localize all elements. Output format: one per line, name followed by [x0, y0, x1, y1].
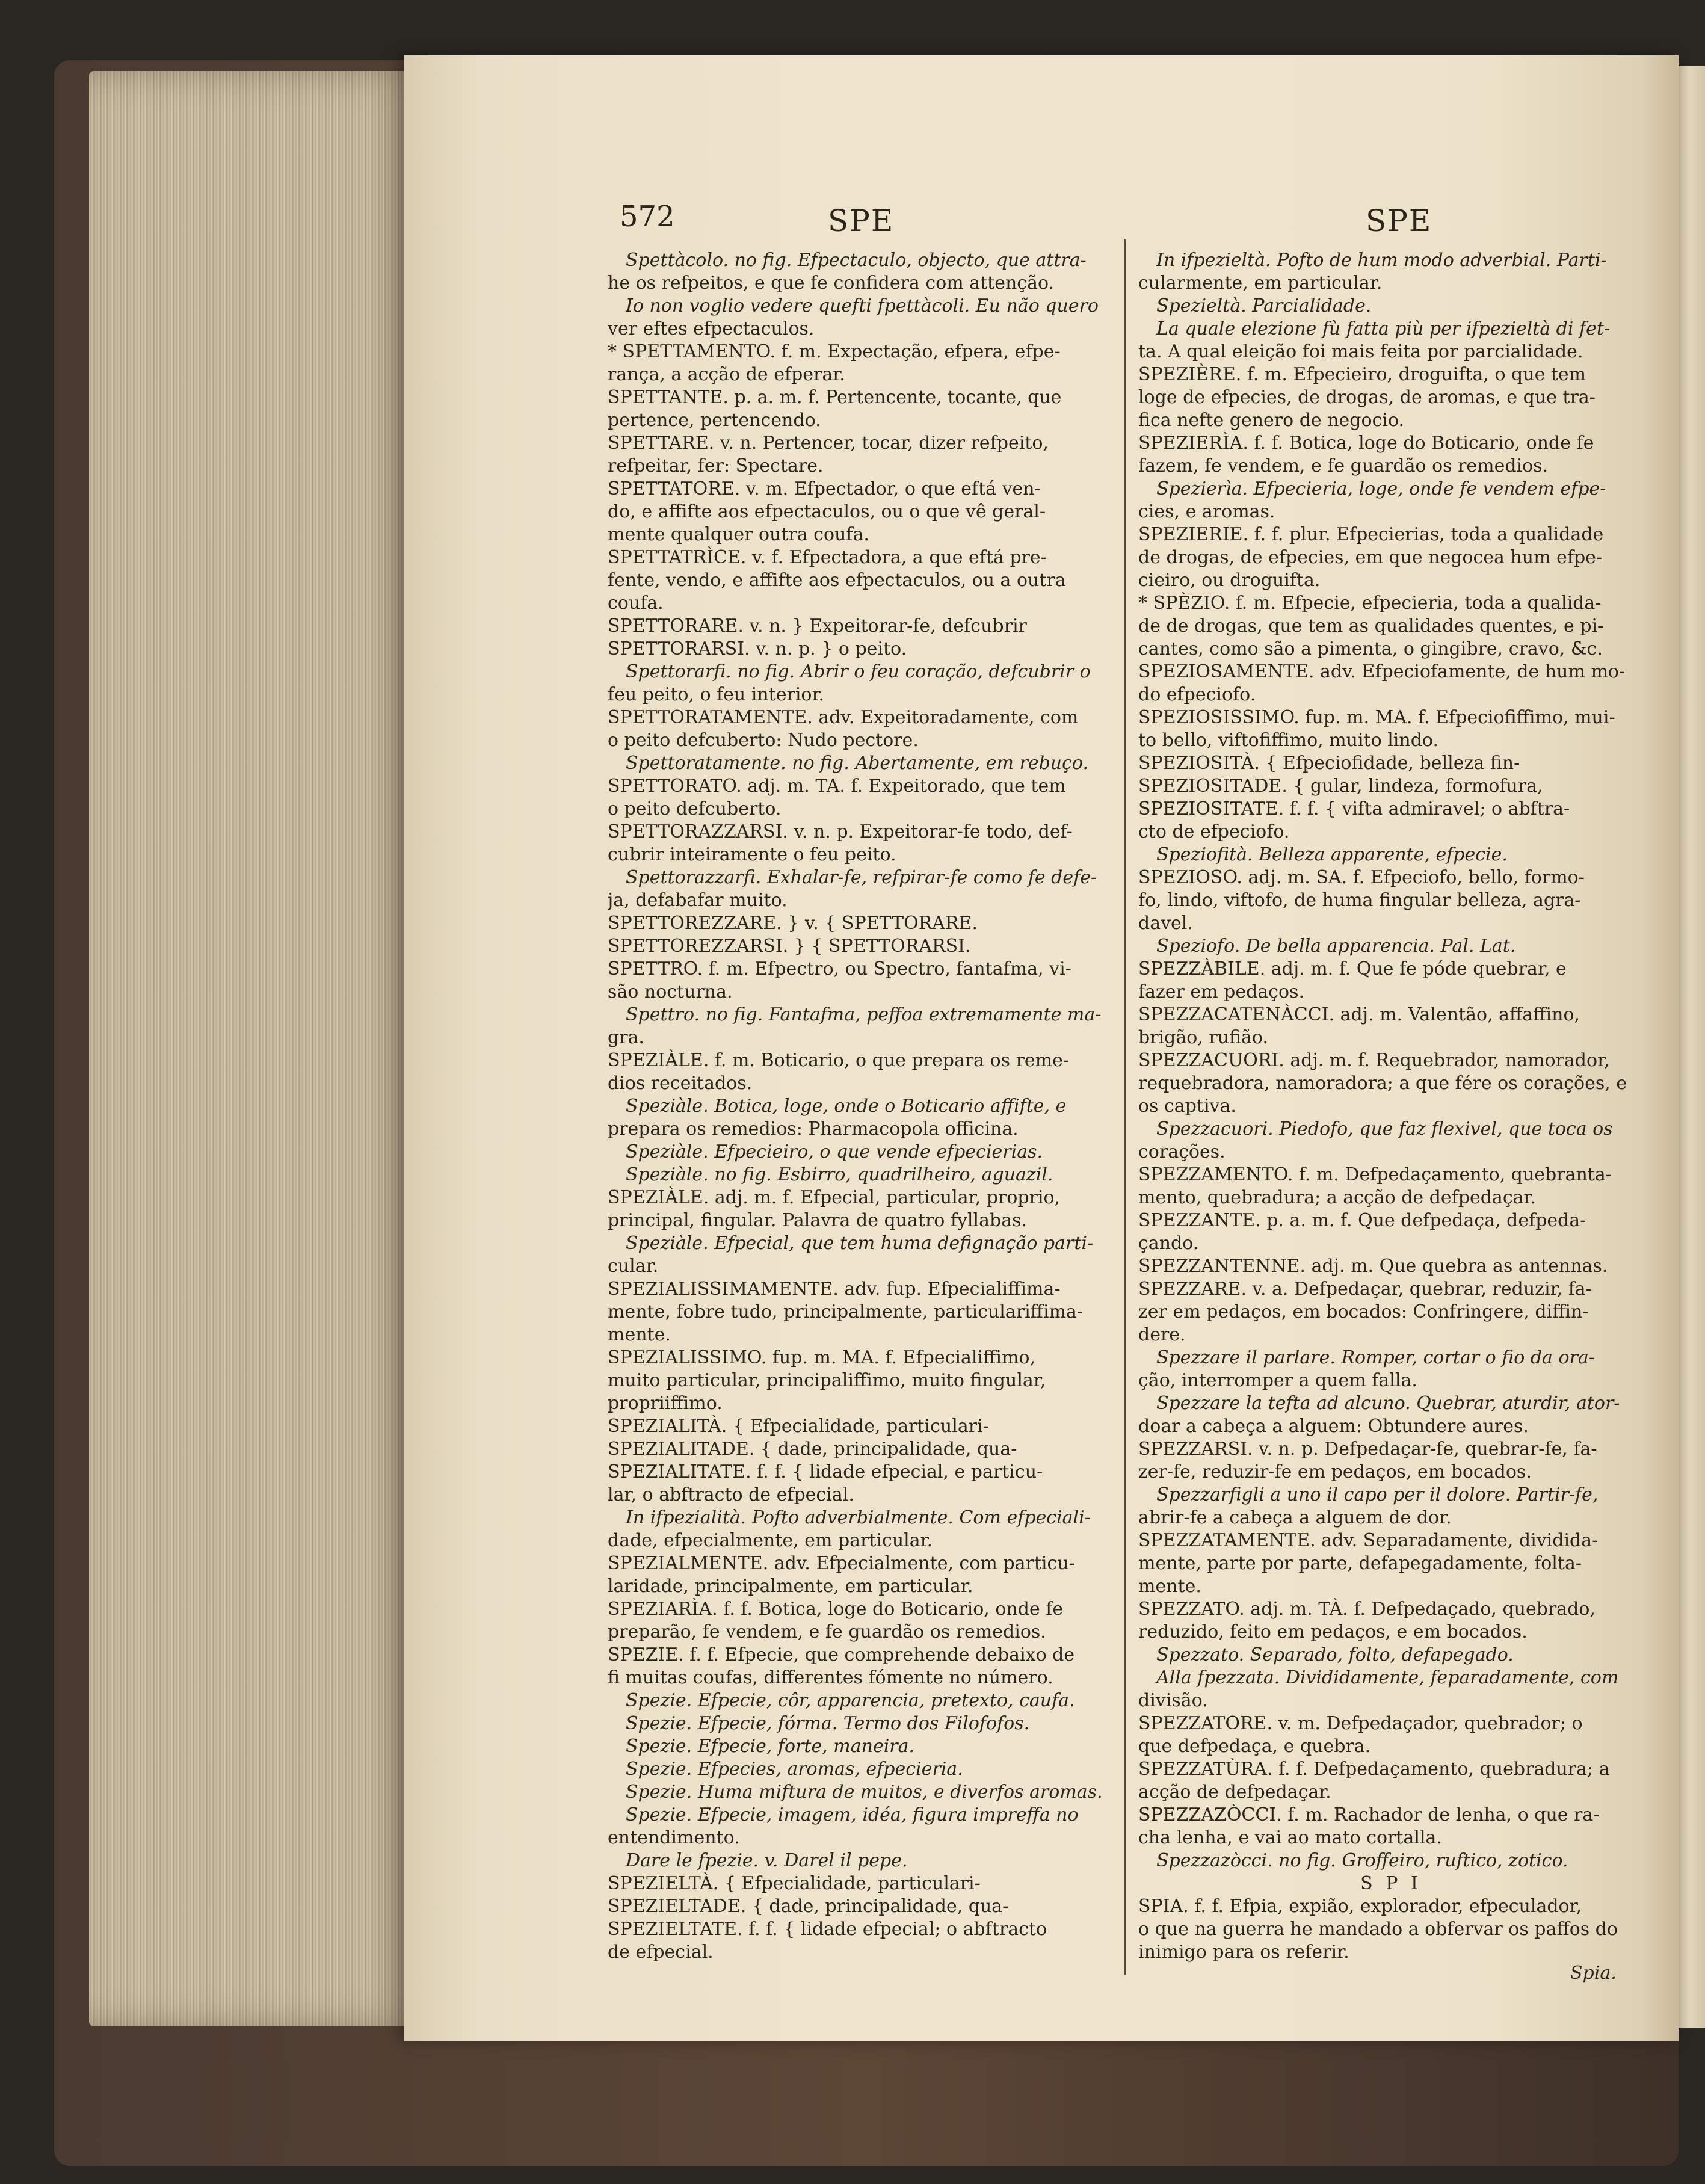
dictionary-line: Spezzare il parlare. Romper, cortar o fio da ora-	[1156, 1347, 1595, 1368]
dictionary-line: fazer em pedaços.	[1138, 981, 1305, 1002]
dictionary-line: SPEZIALITADE. { dade, principalidade, qua-	[608, 1439, 1017, 1460]
dictionary-line: SPEZIALMENTE. adv. Efpecialmente, com particu-	[608, 1553, 1075, 1574]
dictionary-line: Speziàle. no fig. Esbirro, quadrilheiro, aguazil.	[626, 1164, 1053, 1185]
dictionary-line: SPEZIÀLE. f. m. Boticario, o que prepara os reme-	[608, 1050, 1070, 1071]
dictionary-line: SPETTORARE. v. n. } Expeitorar-fe, defcubrir	[608, 615, 1027, 637]
dictionary-line: SPEZIOSITADE. { gular, lindeza, formofura,	[1138, 776, 1543, 797]
dictionary-line: Spezie. Huma miftura de muitos, e diverfos aromas.	[626, 1781, 1103, 1803]
dictionary-line: SPEZIOSO. adj. m. SA. f. Efpeciofo, bello, formo-	[1138, 867, 1585, 888]
dictionary-line: to bello, viftofiffimo, muito lindo.	[1138, 730, 1438, 751]
dictionary-line: Speziàle. Efpecial, que tem huma defignação parti-	[626, 1233, 1094, 1254]
dictionary-line: de efpecial.	[608, 1942, 714, 1963]
dictionary-line: Io non voglio vedere quefti fpettàcoli. Eu não quero	[626, 295, 1099, 316]
dictionary-line: In ifpezialità. Pofto adverbialmente. Com efpeciali-	[626, 1507, 1091, 1528]
dictionary-line: Spezierìa. Efpecieria, loge, onde fe vendem efpe-	[1156, 478, 1606, 499]
dictionary-line: de drogas, de efpecies, em que negocea hum efpe-	[1138, 547, 1603, 568]
dictionary-line: entendimento.	[608, 1827, 740, 1848]
dictionary-line: SPETTATORE. v. m. Efpectador, o que eftá ven-	[608, 478, 1041, 499]
dictionary-line: SPETTATRÌCE. v. f. Efpectadora, a que eftá pre-	[608, 547, 1047, 568]
dictionary-line: Spezzato. Separado, folto, defapegado.	[1156, 1644, 1514, 1665]
dictionary-line: dade, efpecialmente, em particular.	[608, 1530, 933, 1551]
dictionary-line: fente, vendo, e affifte aos efpectaculos, ou a outra	[608, 570, 1066, 591]
dictionary-line: doar a cabeça a alguem: Obtundere aures.	[1138, 1416, 1529, 1437]
dictionary-line: zer em pedaços, em bocados: Confringere, diffin-	[1138, 1301, 1589, 1322]
dictionary-line: SPETTORAZZARSI. v. n. p. Expeitorar-fe todo, def-	[608, 821, 1073, 842]
dictionary-line: pertence, pertencendo.	[608, 410, 821, 431]
dictionary-line: SPETTORARSI. v. n. p. } o peito.	[608, 638, 907, 659]
dictionary-line: inimigo para os referir.	[1138, 1942, 1349, 1963]
dictionary-line: SPEZZACUORI. adj. m. f. Requebrador, namorador,	[1138, 1050, 1610, 1071]
running-head-right: SPE	[1366, 203, 1432, 238]
dictionary-line: abrir-fe a cabeça a alguem de dor.	[1138, 1507, 1452, 1528]
dictionary-line: SPEZIELTADE. { dade, principalidade, qua-	[608, 1896, 1009, 1917]
dictionary-line: SPEZIELTATE. f. f. { lidade efpecial; o abftracto	[608, 1919, 1047, 1940]
dictionary-line: SPEZZAZÒCCI. f. m. Rachador de lenha, o que ra-	[1138, 1804, 1600, 1825]
dictionary-line: SPEZIERÌA. f. f. Botica, loge do Boticario, onde fe	[1138, 433, 1594, 454]
dictionary-line: SPEZIERIE. f. f. plur. Efpecierias, toda a qualidade	[1138, 524, 1604, 545]
page-edges	[89, 71, 414, 2026]
dictionary-line: SPEZZAMENTO. f. m. Defpedaçamento, quebranta-	[1138, 1164, 1612, 1185]
section-letter-heading: S P I	[1360, 1873, 1422, 1894]
dictionary-line: do efpeciofo.	[1138, 684, 1256, 705]
dictionary-line: Spezieltà. Parcialidade.	[1156, 295, 1372, 316]
dictionary-line: o peito defcuberto: Nudo pectore.	[608, 730, 919, 751]
dictionary-line: SPEZIOSISSIMO. fup. m. MA. f. Efpeciofiffimo, mui-	[1138, 707, 1615, 728]
dictionary-line: Speziofo. De bella apparencia. Pal. Lat.	[1156, 936, 1516, 957]
dictionary-line: SPEZIOSITATE. f. f. { vifta admiravel; o abftra-	[1138, 798, 1570, 819]
dictionary-line: do, e affifte aos efpectaculos, ou o que vê geral-	[608, 501, 1046, 522]
dictionary-line: prepara os remedios: Pharmacopola officina.	[608, 1118, 1019, 1140]
dictionary-line: SPEZIALITATE. f. f. { lidade efpecial, e particu-	[608, 1461, 1043, 1482]
dictionary-line: he os refpeitos, e que fe confidera com attenção.	[608, 273, 1055, 294]
dictionary-line: Speziàle. Botica, loge, onde o Boticario affifte, e	[626, 1096, 1067, 1117]
dictionary-line: SPEZZATO. adj. m. TÀ. f. Defpedaçado, quebrado,	[1138, 1599, 1596, 1620]
dictionary-line: cha lenha, e vai ao mato cortalla.	[1138, 1827, 1442, 1848]
dictionary-line: o peito defcuberto.	[608, 798, 782, 819]
dictionary-line: Spezie. Efpecies, aromas, efpecieria.	[626, 1759, 963, 1780]
dictionary-line: coufa.	[608, 593, 664, 614]
dictionary-line: SPEZIOSAMENTE. adv. Efpeciofamente, de hum mo-	[1138, 661, 1626, 682]
dictionary-line: rança, a acção de efperar.	[608, 364, 845, 385]
dictionary-line: mente, parte por parte, defapegadamente, folta-	[1138, 1553, 1582, 1574]
dictionary-line: SPETTOREZZARE. } v. { SPETTORARE.	[608, 913, 978, 934]
dictionary-line: SPEZIOSITÀ. { Efpeciofidade, belleza fin-	[1138, 753, 1520, 774]
dictionary-line: SPEZZATORE. v. m. Defpedaçador, quebrador; o	[1138, 1713, 1583, 1734]
dictionary-line: corações.	[1138, 1141, 1226, 1162]
column-rule	[1124, 239, 1126, 1975]
left-column	[608, 249, 1113, 1964]
dictionary-line: Spezie. Efpecie, forte, maneira.	[626, 1736, 915, 1757]
dictionary-line: SPEZZACATENÀCCI. adj. m. Valentão, affaffino,	[1138, 1004, 1580, 1025]
dictionary-line: Spezzare la tefta ad alcuno. Quebrar, aturdir, ator-	[1156, 1393, 1620, 1414]
dictionary-line: feu peito, o feu interior.	[608, 684, 825, 705]
dictionary-line: mente.	[1138, 1576, 1201, 1597]
dictionary-line: ção, interromper a quem falla.	[1138, 1370, 1417, 1391]
dictionary-line: SPETTANTE. p. a. m. f. Pertencente, tocante, que	[608, 387, 1062, 408]
dictionary-line: loge de efpecies, de drogas, de aromas, e que tra-	[1138, 387, 1596, 408]
dictionary-line: dios receitados.	[608, 1073, 753, 1094]
dictionary-line: lar, o abftracto de efpecial.	[608, 1484, 854, 1505]
catchword: Spia.	[1570, 1963, 1617, 1984]
dictionary-line: cantes, como são a pimenta, o gingibre, cravo, &c.	[1138, 638, 1603, 659]
dictionary-line: çando.	[1138, 1233, 1199, 1254]
dictionary-line: SPETTORATAMENTE. adv. Expeitoradamente, com	[608, 707, 1079, 728]
dictionary-line: muito particular, principaliffimo, muito fingular,	[608, 1370, 1046, 1391]
dictionary-line: cubrir inteiramente o feu peito.	[608, 844, 896, 865]
dictionary-line: acção de defpedaçar.	[1138, 1781, 1331, 1803]
dictionary-line: requebradora, namoradora; a que fére os corações, e	[1138, 1073, 1627, 1094]
dictionary-line: Spettro. no fig. Fantafma, peffoa extremamente ma-	[626, 1004, 1102, 1025]
dictionary-line: refpeitar, fer: Spectare.	[608, 455, 824, 477]
dictionary-line: SPEZIARÌA. f. f. Botica, loge do Boticario, onde fe	[608, 1599, 1064, 1620]
dictionary-line: divisão.	[1138, 1690, 1208, 1711]
dictionary-line: zer-fe, reduzir-fe em pedaços, em bocados.	[1138, 1461, 1532, 1482]
dictionary-line: SPEZZATAMENTE. adv. Separadamente, dividida-	[1138, 1530, 1599, 1551]
dictionary-line: In ifpezieltà. Pofto de hum modo adverbial. Parti-	[1156, 250, 1607, 271]
dictionary-line: fazem, fe vendem, e fe guardão os remedios.	[1138, 455, 1549, 477]
dictionary-line: dere.	[1138, 1324, 1186, 1345]
dictionary-line: SPEZZARE. v. a. Defpedaçar, quebrar, reduzir, fa-	[1138, 1279, 1592, 1300]
dictionary-line: os captiva.	[1138, 1096, 1236, 1117]
dictionary-line: fica nefte genero de negocio.	[1138, 410, 1405, 431]
dictionary-line: Speziofità. Belleza apparente, efpecie.	[1156, 844, 1508, 865]
dictionary-line: Alla fpezzata. Divididamente, feparadamente, com	[1156, 1667, 1619, 1688]
dictionary-line: SPIA. f. f. Efpia, expião, explorador, efpeculador,	[1138, 1896, 1582, 1917]
dictionary-line: Spezzarfigli a uno il capo per il dolore. Partir-fe,	[1156, 1484, 1599, 1505]
dictionary-line: SPETTRO. f. m. Efpectro, ou Spectro, fantafma, vi-	[608, 958, 1071, 979]
dictionary-line: SPETTARE. v. n. Pertencer, tocar, dizer refpeito,	[608, 433, 1049, 454]
dictionary-line: SPEZIALISSIMAMENTE. adv. fup. Efpecialiffima-	[608, 1279, 1061, 1300]
dictionary-line: fo, lindo, viftofo, de huma fingular belleza, agra-	[1138, 890, 1581, 911]
right-column	[1138, 249, 1644, 1964]
dictionary-line: mento, quebradura; a acção de defpedaçar.	[1138, 1187, 1537, 1208]
dictionary-line: ja, defabafar muito.	[608, 890, 788, 911]
dictionary-line: brigão, rufião.	[1138, 1027, 1268, 1048]
dictionary-line: davel.	[1138, 913, 1193, 934]
dictionary-line: Spettorazzarfi. Exhalar-fe, refpirar-fe como fe defe-	[626, 867, 1097, 888]
dictionary-line: cularmente, em particular.	[1138, 273, 1383, 294]
dictionary-line: fi muitas coufas, differentes fómente no número.	[608, 1667, 1053, 1688]
dictionary-line: SPEZIE. f. f. Efpecie, que comprehende debaixo de	[608, 1644, 1075, 1665]
dictionary-line: mente.	[608, 1324, 671, 1345]
dictionary-line: ta. A qual eleição foi mais feita por parcialidade.	[1138, 341, 1583, 362]
dictionary-line: Spezie. Efpecie, fórma. Termo dos Filofofos.	[626, 1713, 1030, 1734]
dictionary-line: Spettorarfi. no fig. Abrir o feu coração, defcubrir o	[626, 661, 1091, 682]
dictionary-line: * SPÈZIO. f. m. Efpecie, efpecieria, toda a qualida-	[1138, 593, 1602, 614]
dictionary-line: Spezzazòcci. no fig. Groffeiro, ruftico, zotico.	[1156, 1850, 1568, 1871]
dictionary-line: de de drogas, que tem as qualidades quentes, e pi-	[1138, 615, 1604, 637]
dictionary-line: que defpedaça, e quebra.	[1138, 1736, 1371, 1757]
dictionary-line: principal, fingular. Palavra de quatro fyllabas.	[608, 1210, 1028, 1231]
dictionary-line: SPETTORATO. adj. m. TA. f. Expeitorado, que tem	[608, 776, 1066, 797]
page-number: 572	[620, 200, 675, 233]
dictionary-line: Spezie. Efpecie, côr, apparencia, pretexto, caufa.	[626, 1690, 1075, 1711]
dictionary-line: Spettoratamente. no fig. Abertamente, em rebuço.	[626, 753, 1088, 774]
running-head-left: SPE	[828, 203, 895, 238]
dictionary-line: La quale elezione fù fatta più per ifpezieltà di fet-	[1156, 318, 1611, 339]
dictionary-line: * SPETTAMENTO. f. m. Expectação, efpera, efpe-	[608, 341, 1061, 362]
dictionary-line: SPEZIELTÀ. { Efpecialidade, particulari-	[608, 1873, 981, 1894]
dictionary-line: cto de efpeciofo.	[1138, 821, 1290, 842]
dictionary-line: SPEZZÀBILE. adj. m. f. Que fe póde quebrar, e	[1138, 958, 1567, 979]
dictionary-line: SPEZZATÙRA. f. f. Defpedaçamento, quebradura; a	[1138, 1759, 1610, 1780]
dictionary-line: mente, fobre tudo, principalmente, particulariffima-	[608, 1301, 1084, 1322]
dictionary-line: ver eftes efpectaculos.	[608, 318, 815, 339]
dictionary-line: SPEZZARSI. v. n. p. Defpedaçar-fe, quebrar-fe, fa-	[1138, 1439, 1597, 1460]
dictionary-line: SPEZIALISSIMO. fup. m. MA. f. Efpecialiffimo,	[608, 1347, 1035, 1368]
dictionary-line: Speziàle. Efpecieiro, o que vende efpecierias.	[626, 1141, 1043, 1162]
dictionary-line: cular.	[608, 1256, 659, 1277]
dictionary-line: reduzido, feito em pedaços, e em bocados.	[1138, 1621, 1528, 1643]
dictionary-line: cies, e aromas.	[1138, 501, 1275, 522]
dictionary-line: mente qualquer outra coufa.	[608, 524, 869, 545]
dictionary-line: SPEZZANTENNE. adj. m. Que quebra as antennas.	[1138, 1256, 1608, 1277]
dictionary-line: gra.	[608, 1027, 644, 1048]
dictionary-line: SPETTOREZZARSI. } { SPETTORARSI.	[608, 936, 971, 957]
dictionary-line: Spezie. Efpecie, imagem, idéa, figura impreffa no	[626, 1804, 1079, 1825]
dictionary-line: SPEZZANTE. p. a. m. f. Que defpedaça, defpeda-	[1138, 1210, 1586, 1231]
dictionary-line: Spettàcolo. no fig. Efpectaculo, objecto, que attra-	[626, 250, 1087, 271]
dictionary-line: Dare le fpezie. v. Darel il pepe.	[626, 1850, 908, 1871]
dictionary-line: propriiffimo.	[608, 1393, 723, 1414]
dictionary-line: preparão, fe vendem, e fe guardão os remedios.	[608, 1621, 1046, 1643]
dictionary-line: Spezzacuori. Piedofo, que faz flexivel, que toca os	[1156, 1118, 1613, 1140]
dictionary-line: laridade, principalmente, em particular.	[608, 1576, 973, 1597]
dictionary-line: são nocturna.	[608, 981, 733, 1002]
dictionary-line: SPEZIALITÀ. { Efpecialidade, particulari-	[608, 1416, 989, 1437]
dictionary-line: SPEZIÀLE. adj. m. f. Efpecial, particular, proprio,	[608, 1187, 1061, 1208]
dictionary-line: cieiro, ou droguifta.	[1138, 570, 1321, 591]
dictionary-line: o que na guerra he mandado a obfervar os paffos do	[1138, 1919, 1618, 1940]
dictionary-line: SPEZIÈRE. f. m. Efpecieiro, droguifta, o que tem	[1138, 364, 1586, 385]
